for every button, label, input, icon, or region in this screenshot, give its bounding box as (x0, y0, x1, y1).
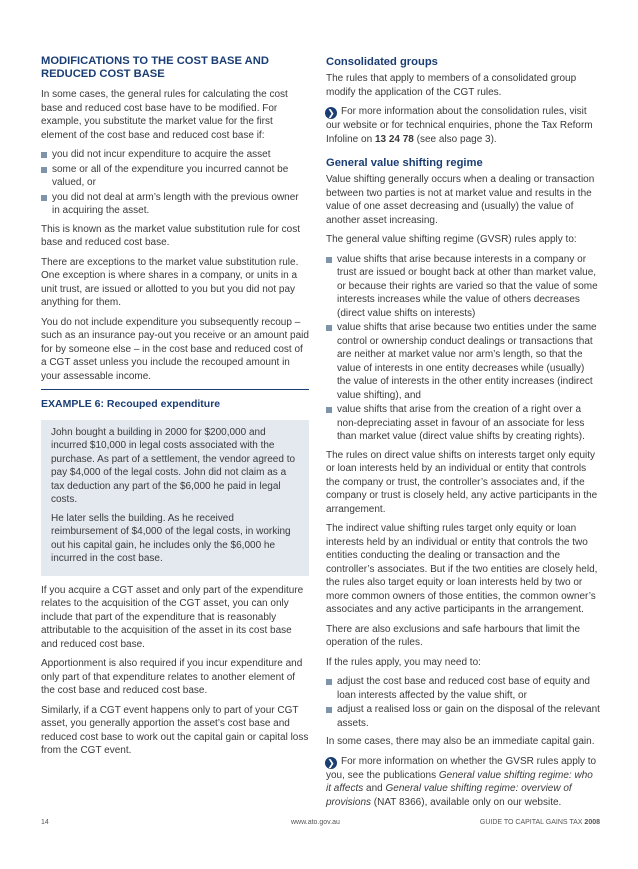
infoline-phone: 13 24 78 (374, 133, 414, 145)
example-paragraph: He later sells the building. As he received reimbursement of $4,000 of the legal costs, in working out his capital gain, he includes only the $6,000 he incurred in the cost base. (51, 512, 291, 564)
guide-year: 2008 (584, 819, 600, 826)
info-text: (NAT 8366), available only on our website. (371, 796, 562, 808)
paragraph: The rules on direct value shifts on interests target only equity or loan interests held by an individual or entity that controls the company or trust, the controller’s associates and, if the company or trust is closely held, any active participants in the arrangement. (326, 449, 598, 515)
info-text: For more information about the consolidation rules, visit our website or for technical enquiries, phone the Tax Reform Infoline on (326, 106, 593, 145)
right-column (326, 55, 600, 815)
paragraph: The general value shifting regime (GVSR) rules apply to: (326, 234, 577, 245)
section-heading-modifications: MODIFICATIONS TO THE COST BASE AND REDUCED COST BASE (41, 55, 269, 80)
gvsr-applies-list (326, 253, 600, 444)
paragraph: This is known as the market value substitution rule for cost base and reduced cost base. (41, 223, 301, 248)
left-column (41, 55, 309, 764)
paragraph: The indirect value shifting rules target only equity or loan interests held by an individual or entity that controls the two entities conducting the dealing or transaction and the controller’s associates. But if the two entities are closely held, the rules also target equity or loan interests held by two or more common owners of those entities, the common owner’s associates and any active participants in the arrangement. (326, 523, 598, 615)
list-item: some or all of the expenditure you incurred cannot be valued, or (41, 163, 309, 190)
list-item: you did not incur expenditure to acquire the asset (41, 148, 309, 162)
paragraph: Similarly, if a CGT event happens only to part of your CGT asset, you generally apportion the asset’s cost base and reduced cost base to work out the capital gain or capital loss from the CGT event. (41, 704, 309, 756)
list-item: you did not deal at arm’s length with the previous owner in acquiring the asset. (41, 191, 309, 218)
paragraph: There are also exclusions and safe harbours that limit the operation of the rules. (326, 623, 581, 648)
website-link[interactable]: www.ato.gov.au (291, 819, 340, 826)
section-heading-consolidated-groups: Consolidated groups (326, 56, 438, 68)
info-text: and (363, 783, 386, 794)
paragraph: Apportionment is also required if you incur expenditure and only part of that expenditure relates to another element of the cost base and reduced cost base. (41, 658, 303, 696)
info-note-gvsr (326, 755, 600, 810)
market-value-conditions-list (41, 148, 309, 218)
page-number: 14 (41, 819, 49, 826)
intro-paragraph: In some cases, the general rules for calculating the cost base and reduced cost base have to be modified. For example, you substitute the market value for the first element of the cost base and reduced cost base if: (41, 89, 288, 141)
paragraph: You do not include expenditure you subsequently recoup – such as an insurance pay-out you receive or an amount paid for by someone else – in the cost base and reduced cost of a CGT asset unless you include the recouped amount in your assessable income. (41, 316, 309, 382)
paragraph: In some cases, there may also be an immediate capital gain. (326, 736, 595, 747)
paragraph: If you acquire a CGT asset and only part of the expenditure relates to the acquisition of the CGT asset, you can only include that part of the expenditure that is reasonably attributable to the acquisition of the asset in its cost base and reduced cost base. (41, 584, 304, 650)
paragraph: Value shifting generally occurs when a dealing or transaction between two parties is not at market value and results in the value of one asset decreasing and (usually) the value of another asset increasing. (326, 174, 595, 226)
arrow-right-circle-icon: ❯ (325, 757, 337, 769)
info-text: For more information on whether the GVSR rules apply to you, see the publications (326, 755, 597, 781)
example-paragraph: John bought a building in 2000 for $200,000 and incurred $10,000 in legal costs associated with the purchase. As part of a settlement, the vendor agreed to pay $4,000 of the legal costs. John did not claim as a tax deduction any part of the $6,000 he paid in legal costs. (51, 426, 296, 505)
paragraph: There are exceptions to the market value substitution rule. One exception is where shares in a company, or units in a unit trust, are issued or allotted to you but you did not pay anything for them. (41, 256, 299, 308)
publication-title: General value shifting regime: who it affects (326, 769, 593, 794)
example-box (41, 420, 309, 576)
list-item: adjust a realised loss or gain on the disposal of the relevant assets. (326, 703, 600, 730)
arrow-right-circle-icon: ❯ (325, 107, 337, 119)
list-item: value shifts that arise because two entities under the same control or ownership conduct dealings or transactions that are neither at market value nor arm’s length, so that the value of interests in one entity decreases while (usually) the value of interests in the other entity increases (indirect value shifting), and (326, 321, 600, 402)
list-item: value shifts that arise because interests in a company or trust are issued or bought back at other than market value, or because their rights are varied so that the value of some interests increases while the value of others decreases (direct value shifts on interests) (326, 253, 600, 321)
info-note-consolidation (326, 105, 600, 146)
paragraph: The rules that apply to members of a consolidated group modify the application of the CGT rules. (326, 73, 577, 98)
adjustments-list (326, 675, 600, 730)
list-item: value shifts that arise from the creation of a right over a non-depreciating asset in favour of an associate for less than market value (direct value shifts by creating rights). (326, 403, 600, 444)
guide-title (480, 818, 600, 827)
section-heading-general-value-shifting: General value shifting regime (326, 157, 483, 169)
example-title: EXAMPLE 6: Recouped expenditure (41, 398, 221, 410)
list-item: adjust the cost base and reduced cost base of equity and loan interests affected by the value shift, or (326, 675, 600, 702)
guide-title-text: GUIDE TO CAPITAL GAINS TAX (479, 819, 583, 826)
divider (41, 389, 309, 390)
info-text: (see also page 3). (413, 133, 497, 145)
publication-title: General value shifting regime: overview of provisions (326, 783, 572, 808)
paragraph: If the rules apply, you may need to: (326, 656, 481, 668)
